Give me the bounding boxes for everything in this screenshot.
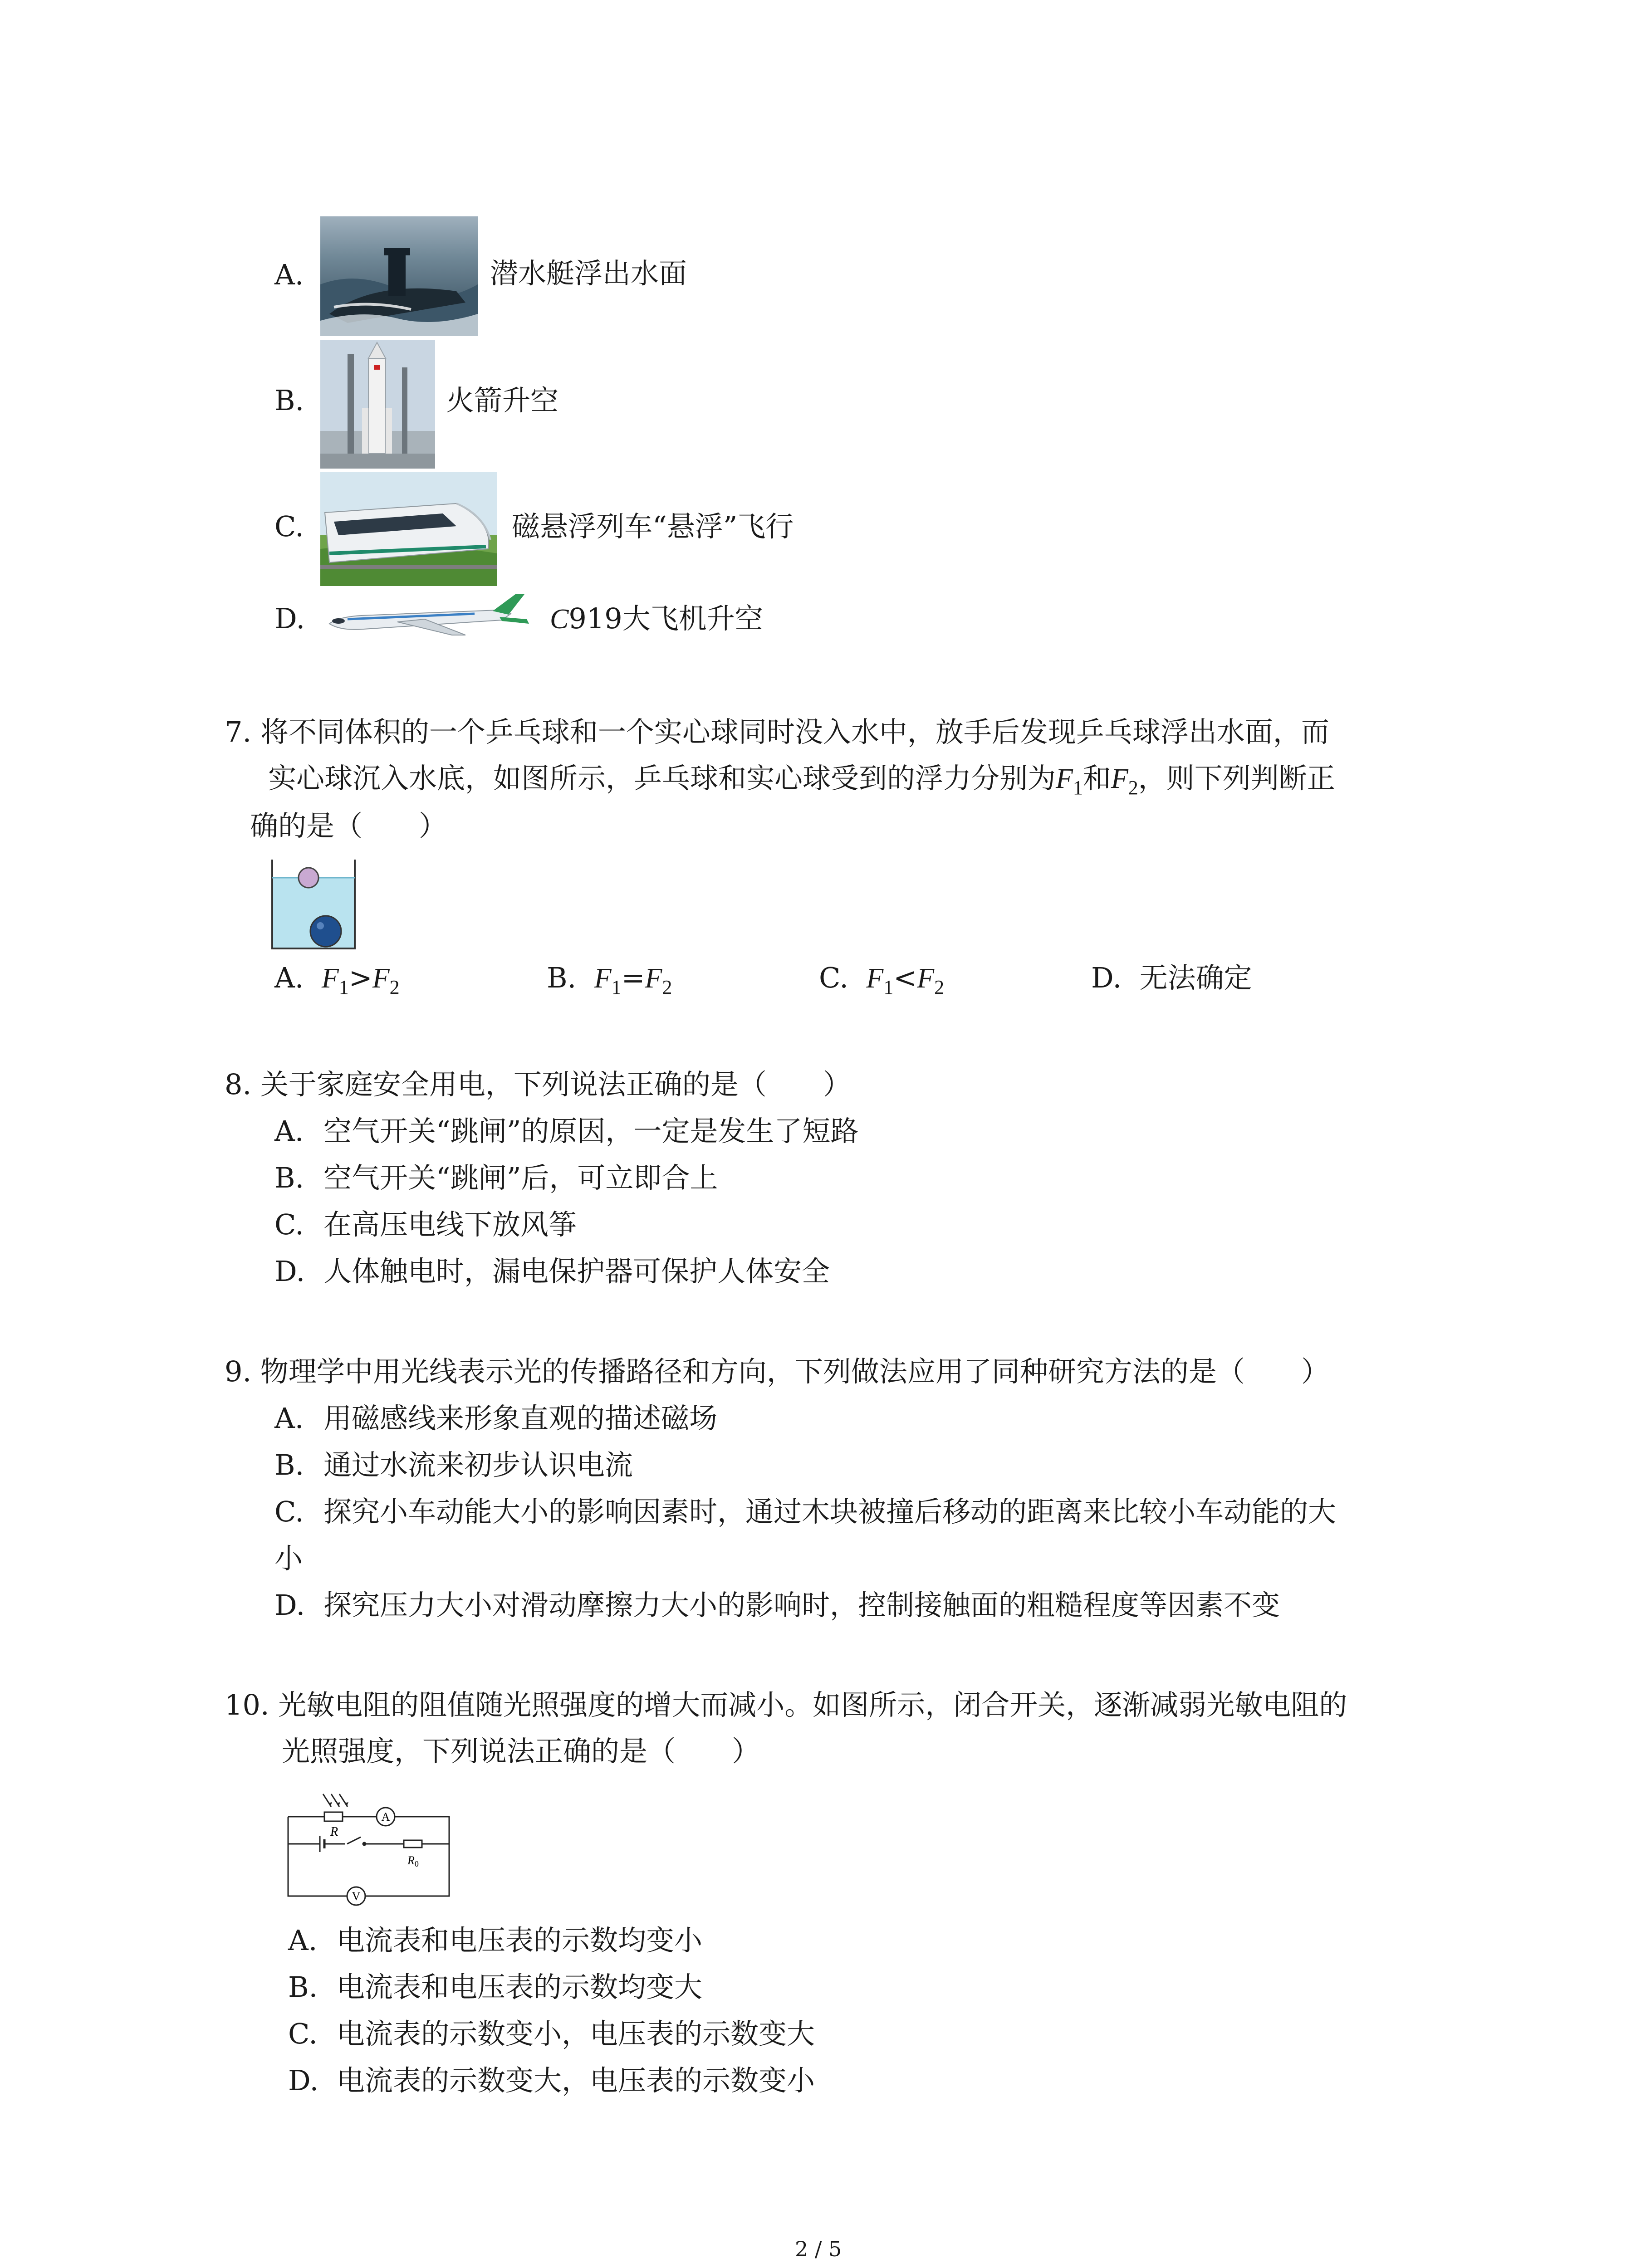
f2-symbol [1111, 763, 1138, 799]
ammeter-label: A [381, 1810, 390, 1823]
q7-option-a [274, 961, 400, 998]
q7c-f1: F [866, 963, 884, 994]
q7-line2-c: ，则下列判断正 [1138, 762, 1335, 795]
q7-line2-b: 和 [1083, 762, 1111, 795]
q7a-f1: F [321, 963, 339, 994]
r0-label [407, 1854, 419, 1868]
q8-option-a-label: A. [274, 1114, 304, 1148]
q9-option-c-label: C. [274, 1495, 304, 1528]
q9-option-c-wrap: 小 [274, 1542, 303, 1575]
q10-option-b-text: 电流表和电压表的示数均变大 [337, 1970, 703, 2004]
q7-option-d [1091, 961, 1252, 994]
q10-option-a-label: A. [288, 1924, 318, 1957]
q6-option-d-label: D. [274, 602, 305, 635]
q10-option-c-text: 电流表的示数变小，电压表的示数变大 [337, 2017, 815, 2050]
maglev-train-photo [320, 472, 497, 586]
q7-option-a-label: A. [274, 961, 304, 994]
q10-option-c-label: C. [288, 2017, 318, 2050]
q7-option-d-text: 无法确定 [1139, 961, 1252, 994]
q10-option-a-text: 电流表和电压表的示数均变小 [337, 1924, 703, 1957]
q7-line2-a: 实心球沉入水底，如图所示，乒乓球和实心球受到的浮力分别为 [268, 762, 1056, 795]
q9-option-d-text: 探究压力大小对滑动摩擦力大小的影响时，控制接触面的粗糙程度等因素不变 [323, 1589, 1280, 1622]
q10-stem-line2: 光照强度，下列说法正确的是（ ） [282, 1735, 760, 1768]
photoresistor [324, 1812, 343, 1821]
q7-option-c-label: C. [819, 961, 848, 994]
q6-option-b-label: B. [274, 384, 304, 417]
q7-stem-line2 [268, 762, 1335, 799]
q7a-op: > [348, 961, 372, 994]
q7c-sub1: 1 [883, 976, 894, 998]
page-number: 2 / 5 [795, 2237, 842, 2261]
voltmeter-label: V [352, 1890, 361, 1903]
q7c-sub2: 2 [934, 976, 945, 998]
q7-option-d-label: D. [1091, 961, 1122, 994]
q9-option-b-text: 通过水流来初步认识电流 [323, 1448, 633, 1481]
q6-option-b-text: 火箭升空 [446, 384, 559, 417]
circuit-diagram [281, 1780, 458, 1914]
f2-sub: 2 [1128, 777, 1138, 799]
q9-option-a-label: A. [274, 1402, 304, 1435]
buoyancy-figure [270, 860, 357, 950]
submarine-photo [320, 216, 478, 336]
q10-option-d-text: 电流表的示数变大，电压表的示数变小 [337, 2064, 815, 2097]
q7b-op: = [621, 961, 645, 994]
q9-option-d-label: D. [274, 1589, 305, 1622]
solid-ball [310, 916, 341, 947]
q8-option-a-text: 空气开关“跳闸”的原因，一定是发生了短路 [323, 1114, 859, 1148]
f1-symbol [1056, 763, 1083, 799]
q8-option-c-text: 在高压电线下放风筝 [323, 1208, 577, 1241]
airplane-photo [320, 592, 534, 649]
r0-base: R [407, 1854, 415, 1867]
q7a-sub1: 1 [338, 976, 349, 998]
q7-option-b-label: B. [547, 961, 577, 994]
ping-pong-ball [299, 868, 318, 888]
q7a-f2: F [372, 963, 390, 994]
q7-option-b [547, 961, 672, 998]
f2-base: F [1111, 763, 1128, 794]
q6-option-d-rest: 919大飞机升空 [568, 602, 763, 635]
q6-option-a-label: A. [274, 258, 304, 291]
q9-option-c-text: 探究小车动能大小的影响因素时，通过木块被撞后移动的距离来比较小车动能的大 [323, 1495, 1337, 1528]
r-label: R [330, 1825, 338, 1839]
q7c-op: < [893, 961, 917, 994]
q7b-f2: F [645, 963, 662, 994]
c-prefix: C [550, 604, 569, 635]
q8-option-c-label: C. [274, 1208, 304, 1241]
q7c-f2: F [917, 963, 935, 994]
f1-base: F [1056, 763, 1073, 794]
r0-sub: 0 [414, 1859, 419, 1868]
q8-option-b-text: 空气开关“跳闸”后，可立即合上 [323, 1161, 718, 1194]
q6-option-d-text [550, 602, 763, 635]
f1-sub: 1 [1073, 777, 1083, 799]
q7b-f1: F [594, 963, 612, 994]
q7a-sub2: 2 [389, 976, 400, 998]
resistor-r0 [404, 1840, 422, 1848]
rocket-photo [320, 340, 435, 469]
q9-option-b-label: B. [274, 1448, 304, 1481]
q8-option-d-label: D. [274, 1255, 305, 1288]
q7-stem-line1: 7. 将不同体积的一个乒乓球和一个实心球同时没入水中，放手后发现乒乓球浮出水面，而 [225, 715, 1329, 748]
q10-stem-line1: 10. 光敏电阻的阻值随光照强度的增大而减小。如图所示，闭合开关，逐渐减弱光敏电阻的 [225, 1688, 1347, 1721]
q7b-sub2: 2 [662, 976, 672, 998]
q6-option-c-label: C. [274, 510, 304, 543]
q9-option-a-text: 用磁感线来形象直观的描述磁场 [323, 1402, 718, 1435]
q9-stem: 9. 物理学中用光线表示光的传播路径和方向，下列做法应用了同种研究方法的是（ ） [225, 1355, 1329, 1388]
q7-stem-line3: 确的是（ ） [250, 809, 447, 842]
q6-option-a-text: 潜水艇浮出水面 [490, 257, 687, 290]
q8-option-b-label: B. [274, 1161, 304, 1194]
q8-stem: 8. 关于家庭安全用电，下列说法正确的是（ ） [225, 1068, 851, 1101]
q6-option-c-text: 磁悬浮列车“悬浮”飞行 [512, 510, 794, 543]
q8-option-d-text: 人体触电时，漏电保护器可保护人体安全 [323, 1255, 830, 1288]
q7-option-c [819, 961, 945, 998]
q10-option-d-label: D. [288, 2064, 319, 2097]
q10-option-b-label: B. [288, 1970, 318, 2004]
q7b-sub1: 1 [611, 976, 622, 998]
